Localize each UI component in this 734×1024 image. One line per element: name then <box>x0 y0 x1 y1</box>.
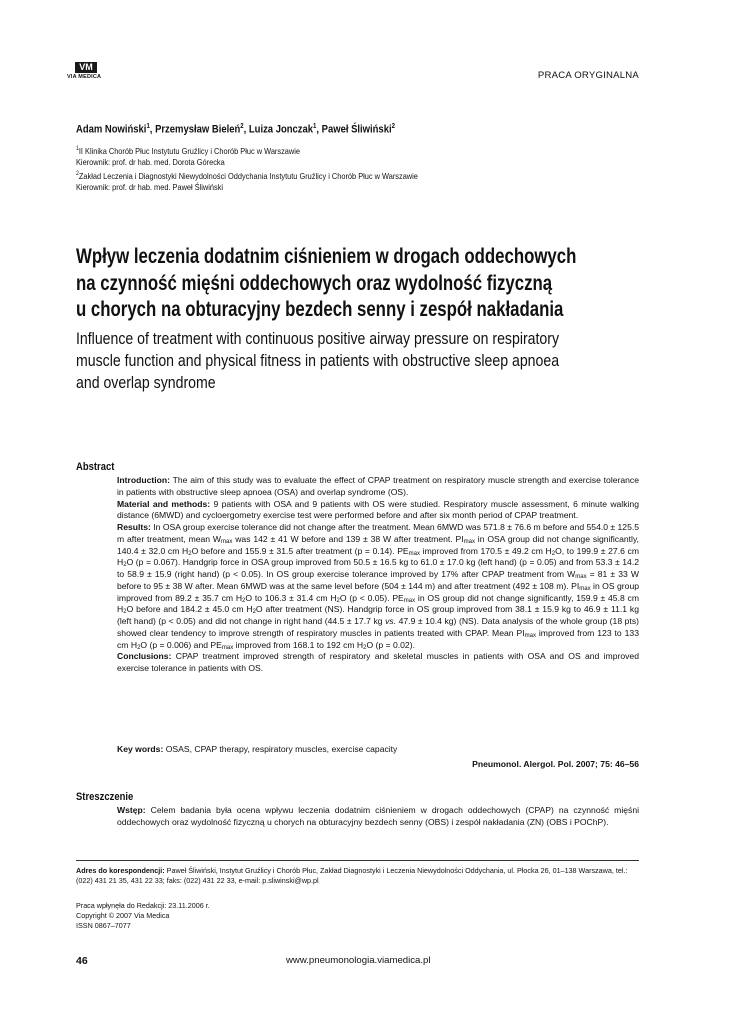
results-text: improved from 170.5 ± 49.2 cm H <box>420 545 552 556</box>
subscript: max <box>579 585 591 592</box>
abstract-methods <box>117 499 639 523</box>
section-text: 9 patients with OSA and 9 patients with OS were studied. Respiratory muscle assessment, 6 minute walking distance (6MWD) and cycloergometry exercise test were performed before and after six month period of CPAP treatment. <box>117 498 639 521</box>
affiliation-2 <box>76 169 418 182</box>
author-affiliation-mark: 2 <box>391 123 395 130</box>
section-text: The aim of this study was to evaluate the effect of CPAP treatment on respiratory muscle strength and exercise tolerance in patients with obstructive sleep apnoea (OSA) and overlap syndrome (OS). <box>117 475 640 497</box>
section-label: PRACA ORYGINALNA <box>537 70 639 81</box>
abstract-body <box>117 475 639 675</box>
correspondence-label: Adres do korespondencji: <box>76 866 165 875</box>
abstract-conclusions <box>117 651 639 675</box>
affiliation-text: II Klinika Chorób Płuc Instytutu Gruźlicy i Chorób Płuc w Warszawie <box>78 145 300 156</box>
results-text: O (p = 0.067). Handgrip force in OSA group improved from 50.5 ± 16.5 kg to 61.0 ± 17.0 kg (left hand) (p = 0.05) and from 53.3 ± 14.2 to 58.9 ± 15.9 (right hand) (p < 0.05). In OS group exercise tolerance improved by 17% after CPAP treatment from W <box>117 557 639 579</box>
streszczenie-heading: Streszczenie <box>76 791 134 803</box>
correspondence <box>76 866 639 886</box>
keywords-label: Key words: <box>117 744 164 754</box>
results-text: In OSA group exercise tolerance did not change after the treatment. Mean 6MWD was 571.8 ± 76.6 m before and 554.0 ± 125.5 m after treatment, mean W <box>117 522 640 544</box>
streszczenie-body <box>117 805 639 829</box>
journal-website[interactable]: www.pneumonologia.viamedica.pl <box>286 955 431 966</box>
author-name: Adam Nowiński <box>76 123 147 136</box>
publisher-logo <box>67 62 121 82</box>
subscript: 2 <box>336 597 340 604</box>
results-text: = 81 ± 33 W before to 95 ± 38 W after. Mean 6MWD was at the same level before (504 ± 144 m) and after treatment (492 ± 108 m). PI <box>117 569 639 591</box>
section-label: Introduction: <box>117 475 170 485</box>
citation: Pneumonol. Alergol. Pol. 2007; 75: 46–56 <box>472 759 639 769</box>
results-text: O (p = 0.02). <box>366 639 415 650</box>
subscript: 2 <box>188 550 192 557</box>
results-text: in OS group did not change significantly, 159.9 ± 45.8 cm H <box>117 592 639 615</box>
affiliation-number: 1 <box>76 146 79 152</box>
subscript: max <box>524 632 536 639</box>
section-text: CPAP treatment improved strength of respiratory and skeletal muscles in patients with OSA and OS and improved exercise tolerance in patients with OS. <box>117 651 639 673</box>
page-number: 46 <box>76 955 88 967</box>
subscript: 2 <box>123 562 127 569</box>
section-label: Results: <box>117 522 151 532</box>
results-text: in OS group improved from 89.2 ± 35.7 cm H <box>117 580 640 603</box>
keywords <box>117 744 397 754</box>
author-affiliation-mark: 1 <box>313 123 317 130</box>
affiliation-text: Zakład Leczenia i Diagnostyki Niewydolności Oddychania Instytutu Gruźlicy i Chorób Płuc w Warszawie <box>78 170 418 181</box>
subscript: 2 <box>252 609 256 616</box>
results-text: O before and 155.9 ± 31.5 after treatment (p = 0.14). PE <box>191 545 409 556</box>
author-separator: , <box>243 123 249 136</box>
divider <box>76 860 639 861</box>
author-name: Luiza Jonczak <box>248 123 314 136</box>
subscript: 2 <box>123 609 127 616</box>
author-name: Przemysław Bieleń <box>155 123 241 136</box>
title-polish <box>76 244 576 324</box>
italic-vs: vs. <box>385 616 397 626</box>
subscript: max <box>221 538 233 545</box>
subscript: max <box>408 550 421 557</box>
subscript: 2 <box>551 550 556 557</box>
results-text: O after treatment (NS). Handgrip force in OS group improved from 38.1 ± 15.9 kg to 46.9 ± 11.1 kg (left hand) (p < 0.05) and did not change in right hand (44.5 ± 17.7 kg <box>117 604 639 626</box>
results-text: O, to 199.9 ± 27.6 cm H <box>117 545 639 568</box>
title-line: na czynność mięśni oddechowych oraz wydolność fizyczną <box>76 271 553 295</box>
subscript: 2 <box>363 644 367 651</box>
title-line: Wpływ leczenia dodatnim ciśnieniem w drogach oddechowych <box>76 245 577 268</box>
results-text: improved from 123 to 133 cm H <box>117 627 639 650</box>
author-separator: , <box>316 123 322 136</box>
copyright: Copyright © 2007 Via Medica <box>76 911 170 920</box>
affiliations <box>76 144 418 193</box>
subscript: max <box>403 597 416 604</box>
title-line: and overlap syndrome <box>76 374 216 392</box>
results-text: in OSA group did not change significantly, 140.4 ± 32.0 cm H <box>117 533 639 556</box>
results-text: O (p < 0.05). PE <box>339 592 404 603</box>
affiliation-2-head: Kierownik: prof. dr hab. med. Paweł Śliwiński <box>76 181 224 192</box>
author-separator: , <box>149 123 156 136</box>
author-affiliation-mark: 2 <box>240 123 244 130</box>
correspondence-text: Paweł Śliwiński, Instytut Gruźlicy i Chorób Płuc, Zakład Diagnostyki i Leczenia Niewydolności Oddychania, ul. Płocka 26, 01–138 Warszawa, tel.: (022) 431 21 35, 431 22 33; faks: (022) 431 22 33, e-mail: p.sliwinski@wp.pl <box>76 866 628 885</box>
abstract-introduction <box>117 475 639 499</box>
subscript: 2 <box>137 644 141 651</box>
affiliation-1-head: Kierownik: prof. dr hab. med. Dorota Górecka <box>76 157 225 168</box>
logo-mark: VM <box>75 62 97 73</box>
issn: ISSN 0867–7077 <box>76 921 131 930</box>
abstract-results <box>117 522 639 651</box>
title-line: u chorych na obturacyjny bezdech senny i zespół nakładania <box>76 298 564 321</box>
publication-info <box>76 901 210 931</box>
subscript: max <box>463 538 475 545</box>
author-list <box>76 123 395 136</box>
received-date: Praca wpłynęła do Redakcji: 23.11.2006 r. <box>76 901 210 910</box>
abstract-heading: Abstract <box>76 461 115 473</box>
section-label: Conclusions: <box>117 651 172 662</box>
results-text: 47.9 ± 10.4 kg) (NS). Data analysis of the whole group (18 pts) showed clear tendency to improve strength of respiratory muscles in patients treated with CPAP. Mean PI <box>117 616 639 638</box>
subscript: max <box>575 574 587 580</box>
title-line: muscle function and physical fitness in patients with obstructive sleep apnoea <box>76 352 560 370</box>
results-text: O (p = 0.006) and PE <box>140 639 222 650</box>
title-english <box>76 328 675 394</box>
affiliation-1 <box>76 144 418 157</box>
subscript: max <box>221 644 234 651</box>
results-text: improved from 168.1 to 192 cm H <box>233 639 364 650</box>
results-text: was 142 ± 41 W before and 139 ± 38 W after treatment. PI <box>232 533 464 544</box>
keywords-text: OSAS, CPAP therapy, respiratory muscles, exercise capacity <box>165 744 398 754</box>
affiliation-number: 2 <box>76 170 79 177</box>
author-name: Paweł Śliwiński <box>321 123 392 136</box>
section-label: Material and methods: <box>117 498 211 509</box>
section-label: Wstęp: <box>117 805 146 815</box>
results-text: O before and 184.2 ± 45.0 cm H <box>126 604 253 615</box>
subscript: 2 <box>242 597 246 604</box>
results-text: O to 106.3 ± 31.4 cm H <box>245 592 337 603</box>
title-line: Influence of treatment with continuous positive airway pressure on respiratory <box>76 330 560 348</box>
logo-text: VIA MEDICA <box>67 74 102 80</box>
author-affiliation-mark: 1 <box>146 123 150 130</box>
section-text: Celem badania była ocena wpływu leczenia dodatnim ciśnieniem w drogach oddechowych (CPAP) na czynność mięśni oddechowych oraz wydolność fizyczną u chorych na obturacyjny bezdech senny (OBS) i zespół nakładania (ZN) (OBS i POChP). <box>117 805 640 827</box>
